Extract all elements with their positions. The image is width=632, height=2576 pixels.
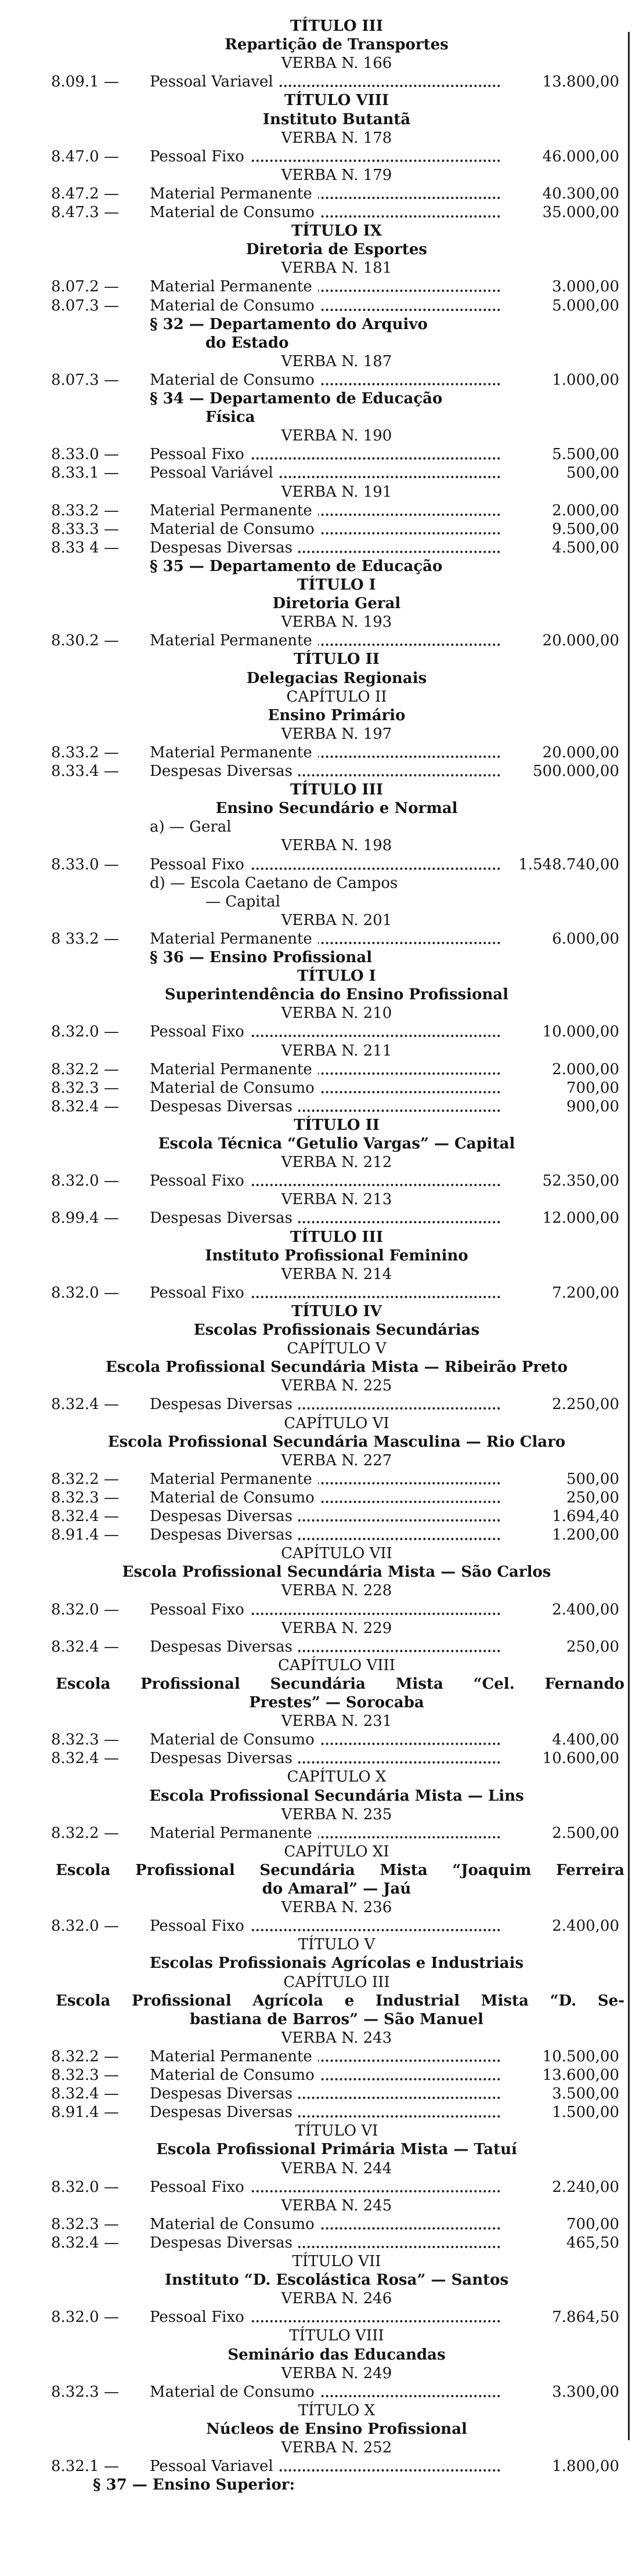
subheading: VERBA N. 187 <box>281 352 392 370</box>
budget-item <box>0 1470 632 1488</box>
section-heading: § 34 — Departamento de Educação <box>150 390 443 407</box>
heading: Ensino Primário <box>268 706 406 724</box>
heading: Escola Profissional Secundária Masculina — Rio Claro <box>107 1433 566 1451</box>
subheading: VERBA N. 198 <box>281 837 392 855</box>
item-code: 8.32.3 — <box>51 1079 119 1097</box>
item-description: Material Permanente <box>150 185 318 203</box>
heading: Núcleos de Ensino Profissional <box>206 2420 467 2438</box>
budget-item <box>0 297 632 315</box>
item-description: Material Permanente <box>150 277 318 296</box>
budget-item <box>0 1172 632 1190</box>
item-description: Material Permanente <box>150 631 318 650</box>
item-amount: 2.250,00 <box>552 1396 619 1414</box>
item-description: Despesas Diversas <box>150 1507 298 1526</box>
item-amount: 13.600,00 <box>542 2066 619 2084</box>
budget-item <box>0 277 632 296</box>
item-amount: 700,00 <box>566 1079 619 1097</box>
item-description: Pessoal Fixo <box>150 1172 250 1190</box>
item-code: 8.32.1 — <box>51 2458 119 2476</box>
budget-item <box>0 2234 632 2252</box>
subheading: VERBA N. 235 <box>281 1805 392 1823</box>
heading: TÍTULO III <box>290 781 383 799</box>
subheading: CAPÍTULO VI <box>284 1414 389 1432</box>
subheading: VERBA N. 193 <box>281 613 392 631</box>
item-amount: 9.500,00 <box>552 520 619 538</box>
item-code: 8.32.4 — <box>51 2234 119 2252</box>
item-code: 8.33.0 — <box>51 855 119 873</box>
item-code: 8.32.0 — <box>51 2308 119 2326</box>
subheading: VERBA N. 178 <box>281 129 392 147</box>
item-amount: 13.800,00 <box>542 73 619 91</box>
subheading: VERBA N. 243 <box>281 2029 392 2047</box>
item-description: Pessoal Variavel <box>150 2457 279 2476</box>
item-code: 8.32.2 — <box>51 1824 119 1842</box>
item-description: Material de Consumo <box>150 2383 320 2401</box>
heading: Instituto “D. Escolástica Rosa” — Santos <box>164 2271 509 2289</box>
budget-item <box>0 1600 632 1619</box>
section-heading-continued: do Estado <box>205 334 289 352</box>
item-code: 8.33.3 — <box>51 520 119 538</box>
item-description: Material de Consumo <box>150 2066 320 2084</box>
heading: TÍTULO I <box>297 967 376 985</box>
budget-item <box>0 1209 632 1227</box>
budget-item <box>0 2383 632 2401</box>
heading: Escola Profissional Secundária Mista “Cel. Fernando <box>56 1675 624 1693</box>
item-amount: 2.500,00 <box>552 1824 619 1842</box>
item-description: Pessoal Fixo <box>150 1023 250 1041</box>
subheading: VERBA N. 213 <box>281 1191 392 1209</box>
heading: TÍTULO IV <box>291 1302 382 1320</box>
item-code: 8.32.0 — <box>51 2178 119 2196</box>
item-description: Pessoal Variável <box>150 464 279 482</box>
item-description: Despesas Diversas <box>150 1638 298 1656</box>
item-description: Pessoal Fixo <box>150 147 250 166</box>
item-code: 8.47.2 — <box>51 185 119 203</box>
heading: Instituto Profissional Feminino <box>205 1247 468 1264</box>
heading: TÍTULO I <box>297 576 376 594</box>
heading: Prestes” — Sorocaba <box>249 1694 424 1711</box>
item-description: Despesas Diversas <box>150 2084 298 2103</box>
subsection-label: d) — Escola Caetano de Campos <box>150 874 398 892</box>
budget-item <box>0 1638 632 1656</box>
item-code: 8.32.0 — <box>51 1284 119 1302</box>
item-amount: 4.400,00 <box>552 1731 619 1749</box>
item-code: 8.32.4 — <box>51 1638 119 1656</box>
item-description: Pessoal Fixo <box>150 2178 250 2196</box>
item-amount: 46.000,00 <box>542 147 619 165</box>
budget-item <box>0 2308 632 2326</box>
item-code: 8.32.2 — <box>51 1060 119 1078</box>
item-code: 8.47.3 — <box>51 204 119 221</box>
budget-item <box>0 1730 632 1749</box>
subheading: VERBA N. 211 <box>281 1042 392 1060</box>
heading: TÍTULO IX <box>291 222 382 240</box>
item-code: 8.32.3 — <box>51 2383 119 2401</box>
item-amount: 5.000,00 <box>552 297 619 315</box>
item-code: 8.33.2 — <box>51 743 119 761</box>
item-description: Material de Consumo <box>150 1488 320 1507</box>
budget-item <box>0 520 632 539</box>
item-amount: 500.000,00 <box>533 763 619 780</box>
heading: Escola Profissional Primária Mista — Tatuí <box>156 2141 517 2159</box>
item-description: Material Permanente <box>150 2047 318 2066</box>
subheading: CAPÍTULO XI <box>284 1842 389 1860</box>
item-description: Despesas Diversas <box>150 539 298 557</box>
item-code: 8.32.2 — <box>51 2047 119 2065</box>
item-amount: 250,00 <box>566 1488 619 1506</box>
item-amount: 6.000,00 <box>552 930 619 948</box>
section-heading: § 35 — Departamento de Educação <box>150 557 443 575</box>
budget-item <box>0 2066 632 2084</box>
heading: TÍTULO III <box>290 17 383 35</box>
budget-item <box>0 1526 632 1544</box>
subheading: VERBA N. 246 <box>281 2290 392 2308</box>
item-code: 8.32.4 — <box>51 1097 119 1115</box>
item-description: Despesas Diversas <box>150 2103 298 2122</box>
item-amount: 12.000,00 <box>542 1209 619 1227</box>
budget-item <box>0 2103 632 2122</box>
item-amount: 3.300,00 <box>552 2383 619 2401</box>
item-amount: 10.600,00 <box>542 1750 619 1768</box>
subheading: CAPÍTULO VIII <box>277 1656 396 1674</box>
item-description: Material Permanente <box>150 930 318 948</box>
item-description: Material Permanente <box>150 1060 318 1079</box>
heading: Repartição de Transportes <box>225 36 449 54</box>
subheading: TÍTULO V <box>298 1936 375 1954</box>
item-description: Pessoal Fixo <box>150 1600 250 1619</box>
item-code: 8.91.4 — <box>51 1526 119 1544</box>
section-heading: § 36 — Ensino Profissional <box>150 949 373 966</box>
budget-item <box>0 445 632 464</box>
budget-item <box>0 147 632 166</box>
heading: Diretoria de Esportes <box>245 241 428 259</box>
item-amount: 40.300,00 <box>542 185 619 203</box>
budget-item <box>0 2178 632 2196</box>
subheading: VERBA N. 201 <box>281 911 392 929</box>
item-description: Despesas Diversas <box>150 1395 298 1414</box>
item-code: 8.32.4 — <box>51 2085 119 2103</box>
item-amount: 1.694,40 <box>552 1508 619 1525</box>
subheading: CAPÍTULO V <box>287 1340 387 1358</box>
heading: Escola Profissional Agrícola e Industrial Mista “D. Se- <box>56 1992 624 2010</box>
budget-item <box>0 371 632 389</box>
item-description: Despesas Diversas <box>150 2234 298 2252</box>
item-description: Pessoal Fixo <box>150 1284 250 1302</box>
item-code: 8.99.4 — <box>51 1209 119 1227</box>
budget-item <box>0 1060 632 1079</box>
subheading: VERBA N. 252 <box>281 2439 392 2456</box>
subheading: TÍTULO X <box>298 2401 375 2419</box>
budget-item <box>0 73 632 91</box>
item-code: 8.33.2 — <box>51 501 119 519</box>
heading: Escola Profissional Secundária Mista — São Carlos <box>122 1563 551 1581</box>
subheading: VERBA N. 197 <box>281 725 392 743</box>
item-description: Pessoal Variavel <box>150 73 279 91</box>
heading: Escola Profissional Secundária Mista — Lins <box>149 1787 524 1805</box>
item-description: Material de Consumo <box>150 2215 320 2234</box>
item-description: Pessoal Fixo <box>150 855 250 874</box>
item-code: 8.32.0 — <box>51 1600 119 1618</box>
item-description: Despesas Diversas <box>150 1526 298 1544</box>
item-description: Pessoal Fixo <box>150 2308 250 2326</box>
subheading: VERBA N. 166 <box>281 55 392 73</box>
budget-item <box>0 539 632 557</box>
budget-item <box>0 203 632 222</box>
item-amount: 500,00 <box>566 464 619 482</box>
item-code: 8.33 4 — <box>51 539 119 557</box>
item-description: Despesas Diversas <box>150 1209 298 1227</box>
subheading: TÍTULO VIII <box>289 2327 384 2345</box>
heading: TÍTULO VIII <box>284 92 389 110</box>
item-amount: 20.000,00 <box>542 632 619 650</box>
budget-item <box>0 185 632 203</box>
item-amount: 10.500,00 <box>542 2047 619 2065</box>
item-amount: 7.864,50 <box>552 2308 619 2326</box>
item-description: Material de Consumo <box>150 1730 320 1749</box>
subheading: VERBA N. 245 <box>281 2196 392 2214</box>
subheading: VERBA N. 181 <box>281 259 392 277</box>
budget-item <box>0 1284 632 1302</box>
item-amount: 3.000,00 <box>552 278 619 296</box>
subheading: CAPÍTULO X <box>287 1768 387 1786</box>
item-amount: 2.000,00 <box>552 1060 619 1078</box>
item-amount: 500,00 <box>566 1470 619 1488</box>
heading: Escola Técnica “Getulio Vargas” — Capital <box>158 1135 515 1152</box>
subheading: CAPÍTULO III <box>283 1973 390 1991</box>
item-amount: 5.500,00 <box>552 446 619 464</box>
item-code: 8.32.3 — <box>51 2066 119 2084</box>
item-amount: 1.500,00 <box>552 2104 619 2122</box>
item-description: Despesas Diversas <box>150 762 298 781</box>
item-description: Material de Consumo <box>150 1079 320 1097</box>
heading: Ensino Secundário e Normal <box>215 800 458 818</box>
item-description: Material Permanente <box>150 1470 318 1488</box>
item-code: 8.33.1 — <box>51 464 119 482</box>
item-amount: 7.200,00 <box>552 1284 619 1302</box>
budget-item <box>0 743 632 762</box>
section-heading: § 37 — Ensino Superior: <box>93 2476 295 2494</box>
budget-item <box>0 1079 632 1097</box>
heading: Superintendência do Ensino Profissional <box>164 986 509 1004</box>
item-amount: 900,00 <box>566 1097 619 1115</box>
item-description: Material de Consumo <box>150 297 320 315</box>
item-code: 8.33.4 — <box>51 763 119 780</box>
heading: TÍTULO II <box>294 1116 380 1134</box>
item-code: 8.33.0 — <box>51 446 119 464</box>
heading: TÍTULO II <box>294 651 380 669</box>
heading: TÍTULO III <box>290 1228 383 1246</box>
budget-item <box>0 464 632 482</box>
budget-item <box>0 2457 632 2476</box>
item-code: 8.32.3 — <box>51 2215 119 2233</box>
item-description: Material de Consumo <box>150 371 320 389</box>
item-description: Material de Consumo <box>150 520 320 539</box>
budget-item <box>0 1749 632 1768</box>
item-code: 8.32.4 — <box>51 1396 119 1414</box>
heading: Escolas Profissionais Agrícolas e Industriais <box>149 1954 524 1972</box>
item-code: 8.32.3 — <box>51 1731 119 1749</box>
budget-item <box>0 2047 632 2066</box>
subheading: VERBA N. 191 <box>281 483 392 501</box>
item-amount: 700,00 <box>566 2215 619 2233</box>
item-description: Material de Consumo <box>150 203 320 222</box>
heading: Instituto Butantã <box>262 110 411 128</box>
item-amount: 1.800,00 <box>552 2458 619 2476</box>
heading: bastiana de Barros” — São Manuel <box>189 2010 484 2028</box>
subheading: VERBA N. 212 <box>281 1154 392 1172</box>
subheading: VERBA N. 214 <box>281 1265 392 1283</box>
budget-item <box>0 2084 632 2103</box>
item-code: 8.32.0 — <box>51 1172 119 1190</box>
item-amount: 4.500,00 <box>552 539 619 557</box>
budget-item <box>0 1097 632 1116</box>
subheading: CAPÍTULO VII <box>281 1545 392 1563</box>
subheading: TÍTULO VI <box>295 2122 378 2140</box>
subheading: VERBA N. 236 <box>281 1899 392 1917</box>
subheading: TÍTULO VII <box>292 2253 381 2270</box>
item-description: Pessoal Fixo <box>150 445 250 464</box>
item-code: 8.07.3 — <box>51 371 119 389</box>
budget-item <box>0 930 632 948</box>
item-code: 8.30.2 — <box>51 632 119 650</box>
item-amount: 250,00 <box>566 1638 619 1656</box>
item-code: 8.07.3 — <box>51 297 119 315</box>
item-code: 8 33.2 — <box>51 930 119 948</box>
heading: Escola Profissional Secundária Mista — Ribeirão Preto <box>106 1359 568 1376</box>
item-code: 8.32.2 — <box>51 1470 119 1488</box>
item-code: 8.91.4 — <box>51 2104 119 2122</box>
heading: Seminário das Educandas <box>227 2346 446 2364</box>
item-description: Despesas Diversas <box>150 1749 298 1768</box>
budget-item <box>0 631 632 650</box>
budget-item <box>0 855 632 874</box>
section-heading: § 32 — Departamento do Arquivo <box>150 315 428 333</box>
item-amount: 2.000,00 <box>552 501 619 519</box>
item-description: Material Permanente <box>150 1824 318 1842</box>
budget-item <box>0 2215 632 2234</box>
heading: Diretoria Geral <box>272 595 401 613</box>
subheading: CAPÍTULO II <box>286 688 387 706</box>
subheading: VERBA N. 231 <box>281 1712 392 1730</box>
subheading: VERBA N. 210 <box>281 1005 392 1023</box>
item-amount: 52.350,00 <box>542 1172 619 1190</box>
item-amount: 35.000,00 <box>542 204 619 221</box>
subheading: VERBA N. 190 <box>281 427 392 445</box>
budget-item <box>0 762 632 781</box>
heading: Escola Profissional Secundária Mista “Joaquim Ferreira <box>56 1861 624 1879</box>
item-code: 8.32.4 — <box>51 1508 119 1525</box>
item-code: 8.32.4 — <box>51 1750 119 1768</box>
subsection-label-continued: — Capital <box>205 893 280 911</box>
budget-item <box>0 1917 632 1935</box>
heading: do Amaral” — Jaú <box>262 1880 411 1898</box>
budget-item <box>0 1395 632 1414</box>
subheading: VERBA N. 228 <box>281 1582 392 1600</box>
item-code: 8.32.0 — <box>51 1917 119 1935</box>
subsection-label: a) — Geral <box>150 818 232 836</box>
item-amount: 1.000,00 <box>552 371 619 389</box>
subheading: VERBA N. 179 <box>281 166 392 184</box>
item-amount: 1.200,00 <box>552 1526 619 1544</box>
subheading: VERBA N. 225 <box>281 1377 392 1395</box>
budget-item <box>0 1507 632 1526</box>
heading: Delegacias Regionais <box>246 669 427 687</box>
item-amount: 465,50 <box>566 2234 619 2252</box>
subheading: VERBA N. 229 <box>281 1619 392 1637</box>
budget-item <box>0 501 632 520</box>
budget-item <box>0 1488 632 1507</box>
budget-item <box>0 1824 632 1842</box>
heading: Escolas Profissionais Secundárias <box>193 1321 480 1339</box>
item-code: 8.09.1 — <box>51 73 119 91</box>
item-description: Material Permanente <box>150 501 318 520</box>
subheading: VERBA N. 227 <box>281 1451 392 1469</box>
item-description: Pessoal Fixo <box>150 1917 250 1935</box>
section-heading-continued: Física <box>205 409 255 427</box>
item-amount: 2.400,00 <box>552 1600 619 1618</box>
item-description: Despesas Diversas <box>150 1097 298 1116</box>
item-amount: 2.240,00 <box>552 2178 619 2196</box>
item-amount: 20.000,00 <box>542 743 619 761</box>
item-amount: 2.400,00 <box>552 1917 619 1935</box>
subheading: VERBA N. 244 <box>281 2159 392 2177</box>
item-code: 8.32.0 — <box>51 1023 119 1041</box>
item-code: 8.32.3 — <box>51 1488 119 1506</box>
item-description: Material Permanente <box>150 743 318 762</box>
item-amount: 10.000,00 <box>542 1023 619 1041</box>
item-code: 8.47.0 — <box>51 147 119 165</box>
item-code: 8.07.2 — <box>51 278 119 296</box>
item-amount: 1.548.740,00 <box>518 855 619 873</box>
budget-item <box>0 1023 632 1041</box>
item-amount: 3.500,00 <box>552 2085 619 2103</box>
subheading: VERBA N. 249 <box>281 2364 392 2382</box>
